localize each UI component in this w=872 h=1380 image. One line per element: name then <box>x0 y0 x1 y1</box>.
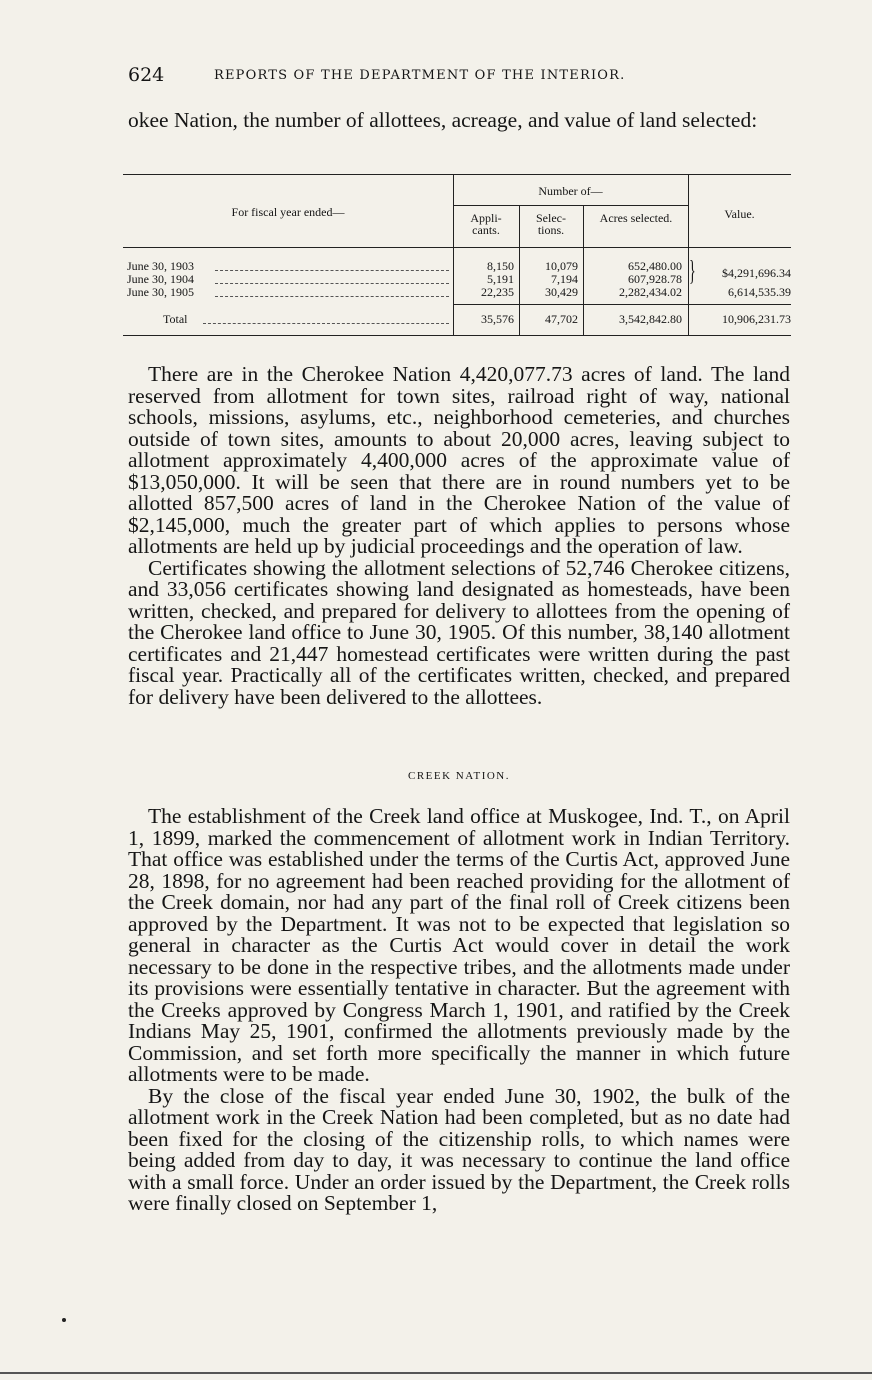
row-label: June 30, 1904 <box>127 272 194 286</box>
cell-value-1903-1904: $4,291,696.34 <box>722 266 791 280</box>
cell-acres: 2,282,434.02 <box>619 285 682 299</box>
running-head: REPORTS OF THE DEPARTMENT OF THE INTERIOR. <box>214 68 626 83</box>
page-number: 624 <box>128 64 165 86</box>
table-total-rule <box>453 304 791 305</box>
table-vrule-1 <box>453 174 454 336</box>
cell-selections: 7,194 <box>551 272 578 286</box>
page-header <box>128 64 788 86</box>
ink-speck <box>62 1318 66 1322</box>
stub-header: For fiscal year ended— <box>231 205 345 219</box>
table-group-rule <box>453 205 688 206</box>
leader-dots <box>203 323 449 324</box>
cell-selections: 30,429 <box>545 285 578 299</box>
cell-applicants: 22,235 <box>481 285 514 299</box>
creek-paragraphs <box>128 806 790 1215</box>
paragraph-cherokee-land: There are in the Cherokee Nation 4,420,077.73 acres of land. The land reserved from allotment for town sites, railroad right of way, national schools, missions, asylums, etc., neighborhood cemeteries, and churches outside of town sites, amounts to about 20,000 acres, leaving subject to allotment approximately 4,400,000 acres of the approximate value of $13,050,000. It will be seen that there are in round numbers yet to be allotted 857,500 acres of land in the Cherokee Nation of the value of $2,145,000, much the greater part of which applies to persons whose allotments are held up by judicial proceedings and the operation of law. <box>128 362 790 558</box>
section-heading-creek: CREEK NATION. <box>408 770 510 782</box>
col-acres-header: Acres selected. <box>599 211 673 225</box>
col-value-header: Value. <box>724 207 755 221</box>
cherokee-paragraphs <box>128 364 790 708</box>
table-vrule-4 <box>688 174 689 336</box>
leader-dots <box>215 270 449 271</box>
cell-applicants: 5,191 <box>487 272 514 286</box>
total-applicants: 35,576 <box>481 312 514 326</box>
paragraph-certificates: Certificates showing the allotment selections of 52,746 Cherokee citizens, and 33,056 certificates showing land designated as homesteads, have been written, checked, and prepared for delivery to allottees from the opening of the Cherokee land office to June 30, 1905. Of this number, 38,140 allotment certificates and 21,447 homestead certificates were written during the past fiscal year. Practically all of the certificates written, checked, and prepared for delivery have been delivered to the allottees. <box>128 555 790 709</box>
row-label: June 30, 1903 <box>127 259 194 273</box>
paragraph-creek-office: The establishment of the Creek land office at Muskogee, Ind. T., on April 1, 1899, marked the commencement of allotment work in Indian Territory. That office was established under the terms of the Curtis Act, approved June 28, 1898, for no agreement had been reached providing for the allotment of the Creek domain, nor had any part of the final roll of Creek citizens been approved by the Department. It was not to be expected that legislation so general in character as the Curtis Act would cover in detail the work necessary to be done in the respective tribes, and the allotments made under its provisions were essentially tentative in character. But the agreement with the Creeks approved by Congress March 1, 1901, and ratified by the Creek Indians May 25, 1901, confirmed the allotments previously made by the Commission, and set forth more specifically the manner in which future allotments were to be made. <box>128 804 790 1086</box>
row-label: June 30, 1905 <box>127 285 194 299</box>
col-selections-header: Selec- tions. <box>536 211 566 237</box>
leader-dots <box>215 283 449 284</box>
leader-dots <box>215 296 449 297</box>
cell-acres: 607,928.78 <box>628 272 682 286</box>
cell-acres: 652,480.00 <box>628 259 682 273</box>
intro-paragraph <box>128 110 790 132</box>
col-applicants-header: Appli- cants. <box>470 211 502 237</box>
scan-edge-line <box>0 1372 872 1374</box>
total-selections: 47,702 <box>545 312 578 326</box>
total-acres: 3,542,842.80 <box>619 312 682 326</box>
group-header: Number of— <box>538 184 603 198</box>
allotment-table <box>123 174 791 336</box>
intro-text: okee Nation, the number of allottees, acreage, and value of land selected: <box>128 108 758 132</box>
total-label: Total <box>163 312 188 326</box>
table-header-rule <box>123 247 791 248</box>
cell-applicants: 8,150 <box>487 259 514 273</box>
table-bottom-rule <box>123 335 791 336</box>
cell-value-1905: 6,614,535.39 <box>728 285 791 299</box>
table-top-rule <box>123 174 791 175</box>
cell-selections: 10,079 <box>545 259 578 273</box>
paragraph-creek-rolls: By the close of the fiscal year ended June 30, 1902, the bulk of the allotment work in the Creek Nation had been completed, but as no date had been fixed for the closing of the citizenship rolls, to which names were being added from day to day, it was necessary to continue the land office with a small force. Under an order issued by the Department, the Creek rolls were finally closed on September 1, <box>128 1083 790 1215</box>
total-value: 10,906,231.73 <box>722 312 791 326</box>
brace-symbol: } <box>689 256 696 287</box>
